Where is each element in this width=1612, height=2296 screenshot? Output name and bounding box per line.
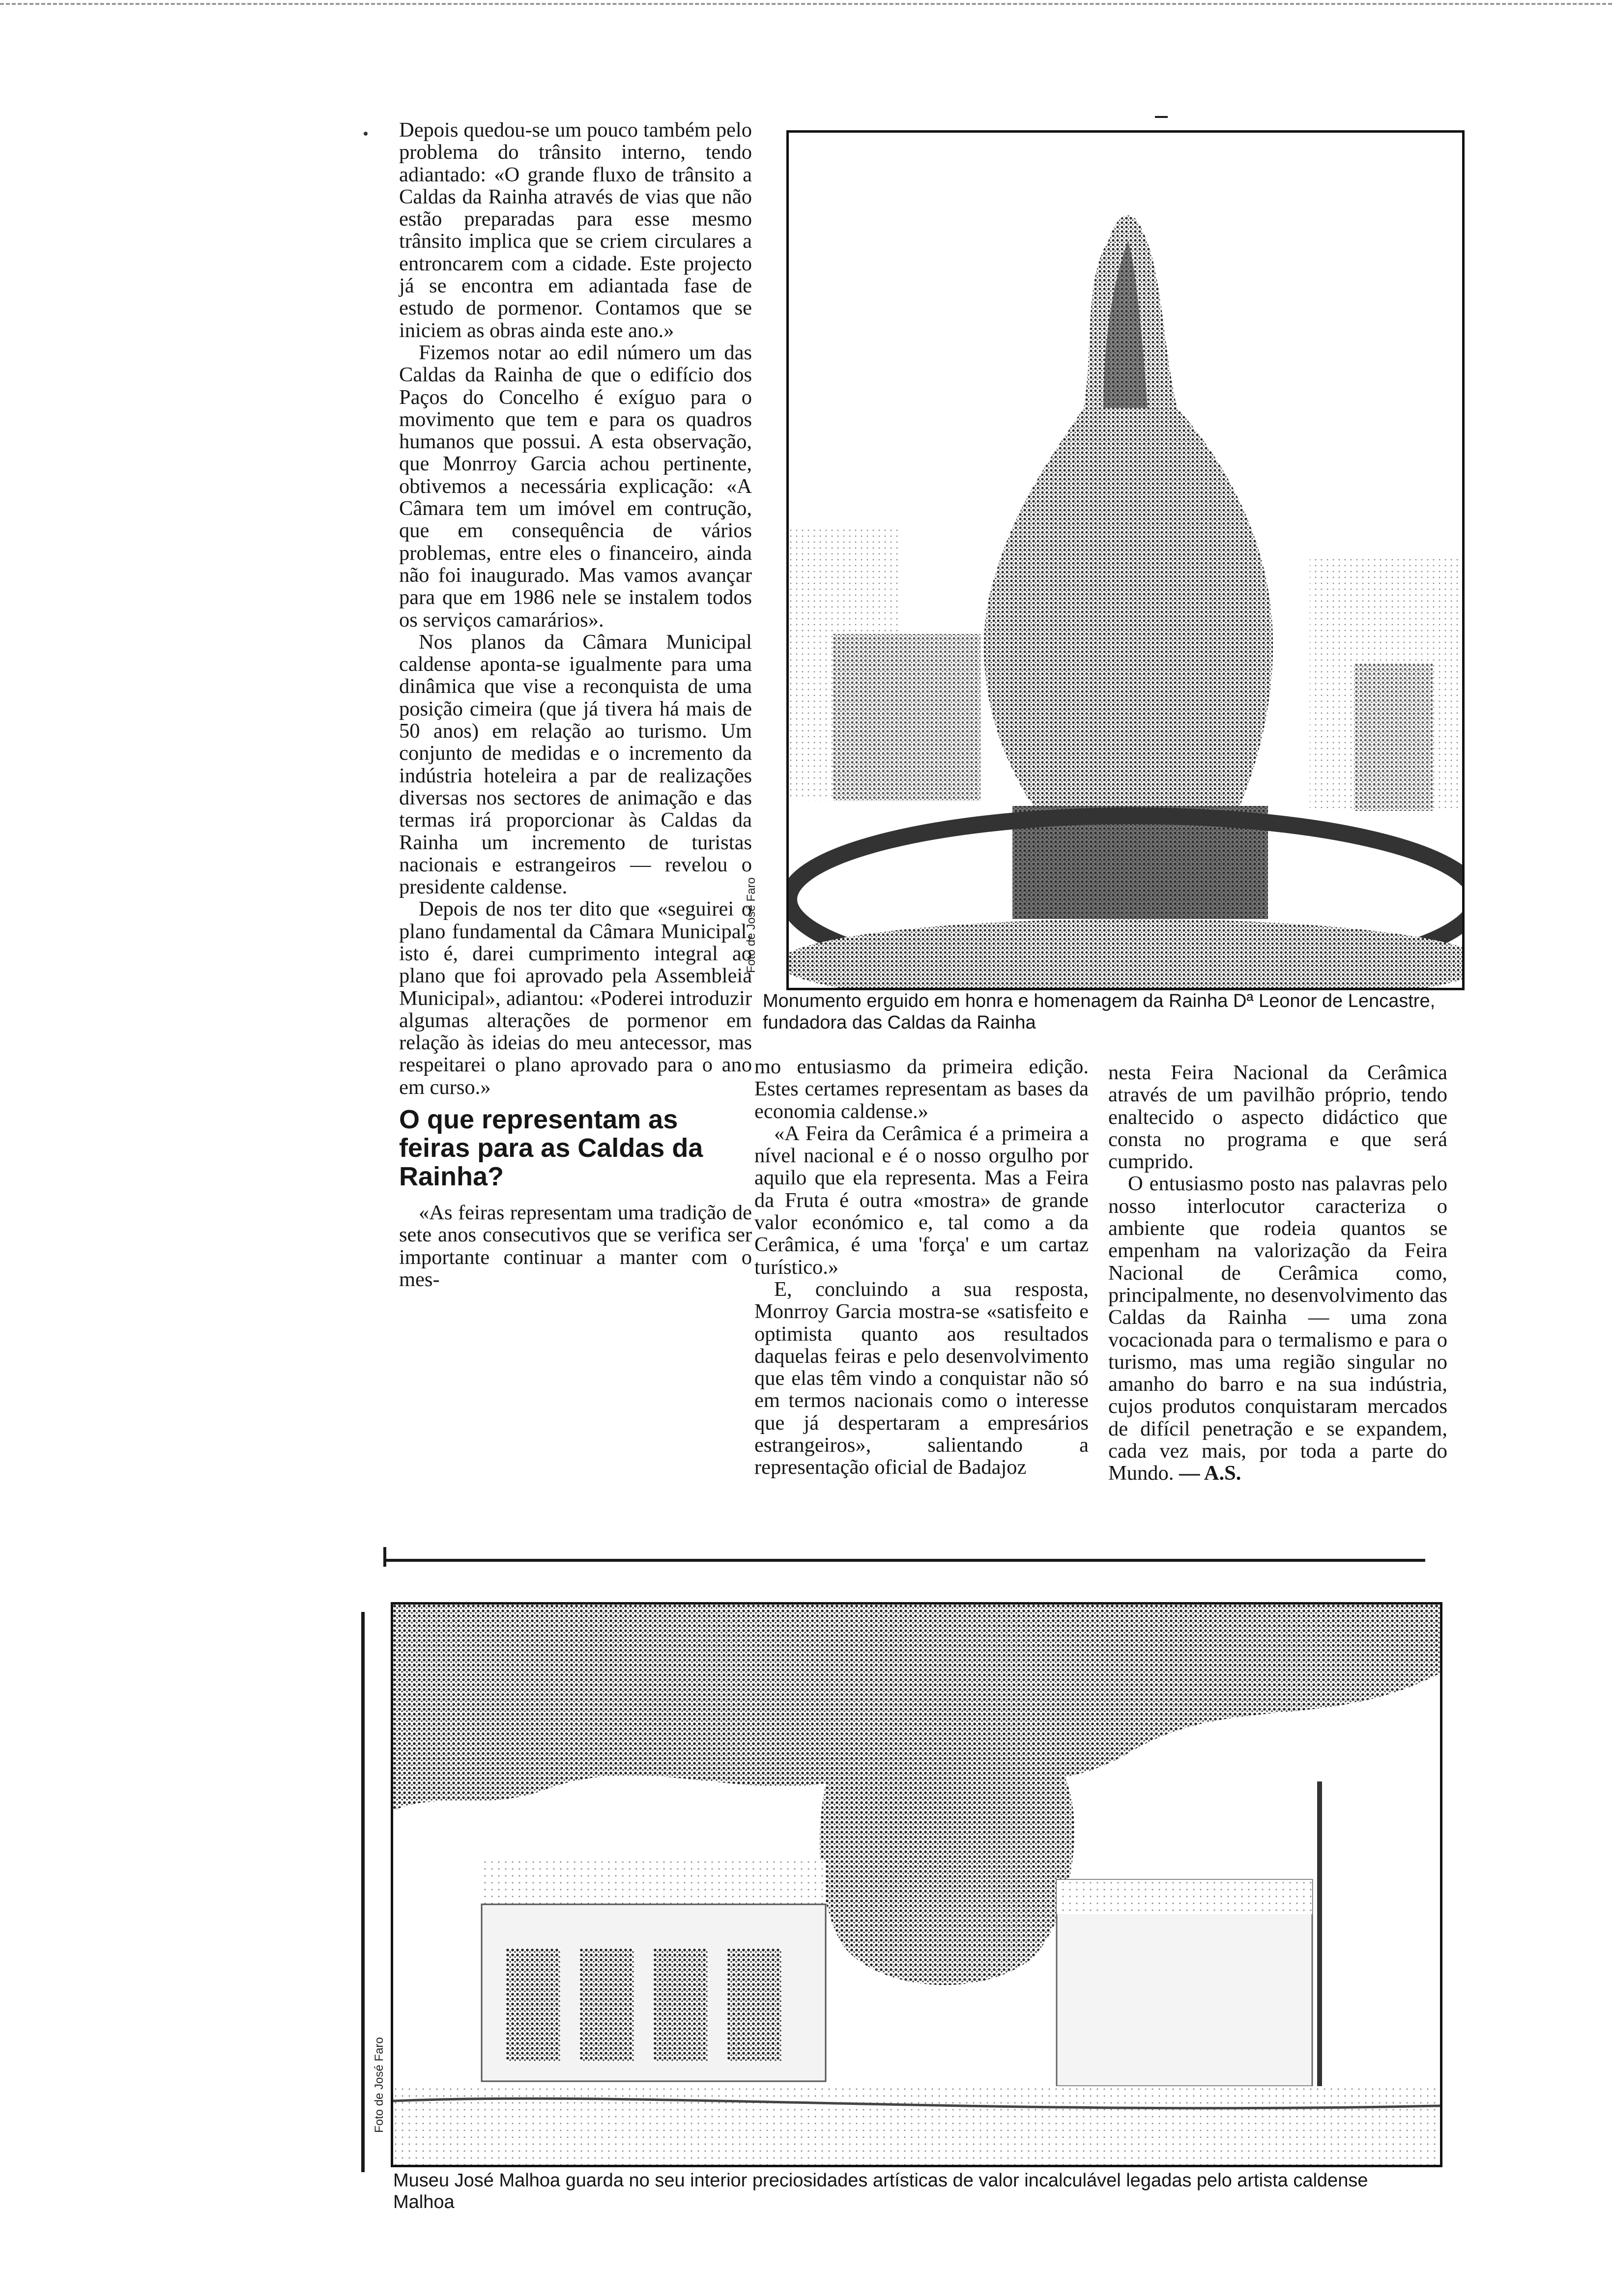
- section-divider: [383, 1559, 1425, 1562]
- article-paragraph: «As feiras representam uma tradição de sete anos consecutivos que se verifica ser importante continuar a manter com o mes-: [399, 1201, 752, 1291]
- statue-monument-image: [789, 133, 1462, 988]
- article-paragraph: [1108, 1173, 1447, 1484]
- photo-left-bar: [361, 1612, 365, 2172]
- article-paragraph: mo entusiasmo da primeira edição. Estes certames representam as bases da economia caldense.»: [754, 1055, 1089, 1123]
- scan-dash-mark: [1155, 116, 1168, 118]
- article-paragraph: Depois de nos ter dito que «seguirei o plano fundamental da Câmara Municipal, isto é, darei cumprimento integral ao plano que foi aprovado pela Assembleia Municipal», adiantou: «Poderei introduzir algumas alterações de pormenor em relação às ideias do meu antecessor, mas respeitarei o plano aprovado para o ano em curso.»: [399, 897, 752, 1099]
- article-column-1: [399, 119, 752, 1291]
- scan-speck: [364, 132, 368, 136]
- museum-building-image: [393, 1605, 1440, 2165]
- article-paragraph: Depois quedou-se um pouco também pelo problema do trânsito interno, tendo adiantado: «O grande fluxo de trânsito a Caldas da Rainha através de vias que não estão preparadas para esse mesmo trânsito implica que se criem circulares a entroncarem com a cidade. Este projecto já se encontra em adiantada fase de estudo de pormenor. Contamos que se iniciem as obras ainda este ano.»: [399, 118, 752, 342]
- statue-photo-caption: Monumento erguido em honra e homenagem da Rainha Dª Leonor de Lencastre, fundadora das Caldas da Rainha: [763, 991, 1436, 1033]
- article-paragraph-text: O entusiasmo posto nas palavras pelo nosso interlocutor caracteriza o ambiente que rodeia quantos se empenham na valorização da Feira Nacional de Cerâmica como, principalmente, no desenvolvimento das Caldas da Rainha — uma zona vocacionada para o termalismo e para o turismo, mas uma região singular no amanho do barro e na sua indústria, cujos produtos conquistaram mercados de difícil penetração e se expandem, cada vez mais, por toda a parte do Mundo.: [1108, 1172, 1447, 1485]
- section-divider-tick: [383, 1547, 386, 1567]
- article-paragraph: nesta Feira Nacional da Cerâmica através de um pavilhão próprio, tendo enaltecido o aspecto didáctico que consta no programa e que será cumprido.: [1108, 1061, 1447, 1174]
- statue-photo-credit: Foto de José Faro: [745, 877, 758, 973]
- article-paragraph: Fizemos notar ao edil número um das Caldas da Rainha de que o edifício dos Paços do Concelho é exíguo para o movimento que tem e para os quadros humanos que possui. A esta observação, que Monrroy Garcia achou pertinente, obtivemos a necessária explicação: «A Câmara tem um imóvel em contrução, que em consequência de vários problemas, entre eles o financeiro, ainda não foi inaugurado. Mas vamos avançar para que em 1986 nele se instalem todos os serviços camarários».: [399, 341, 752, 631]
- museum-photo-credit: Foto de José Faro: [373, 2037, 386, 2133]
- article-column-2: [754, 1056, 1089, 1479]
- article-paragraph: Nos planos da Câmara Municipal caldense aponta-se igualmente para uma dinâmica que vise a reconquista de uma posição cimeira (que já tivera há mais de 50 anos) em relação ao turismo. Um conjunto de medidas e o incremento da indústria hoteleira a par de realizações diversas nos sectores de animação e das termas irá proporcionar às Caldas da Rainha um incremento de turistas nacionais e estrangeiros — revelou o presidente caldense.: [399, 630, 752, 899]
- museum-photo: [391, 1602, 1442, 2167]
- museum-photo-caption: Museu José Malhoa guarda no seu interior preciosidades artísticas de valor incalculável legadas pelo artista caldense Malhoa: [393, 2170, 1368, 2212]
- author-signature: — A.S.: [1179, 1462, 1241, 1485]
- article-paragraph: «A Feira da Cerâmica é a primeira a nível nacional e é o nosso orgulho por aquilo que ela representa. Mas a Feira da Fruta é outra «mostra» de grande valor económico e, tal como a da Cerâmica, é uma 'força' e um cartaz turístico.»: [754, 1121, 1089, 1279]
- section-subheading: O que representam as feiras para as Caldas da Rainha?: [399, 1105, 703, 1192]
- article-paragraph: E, concluindo a sua resposta, Monrroy Garcia mostra-se «satisfeito e optimista quanto aos resultados daquelas feiras e pelo desenvolvimento que elas têm vindo a conquistar não só em termos nacionais como o interesse que já despertaram a empresários estrangeiros», salientando a representação oficial de Badajoz: [754, 1277, 1089, 1479]
- statue-photo: [786, 130, 1465, 990]
- article-column-3: [1108, 1062, 1447, 1485]
- scan-top-border: [0, 3, 1612, 5]
